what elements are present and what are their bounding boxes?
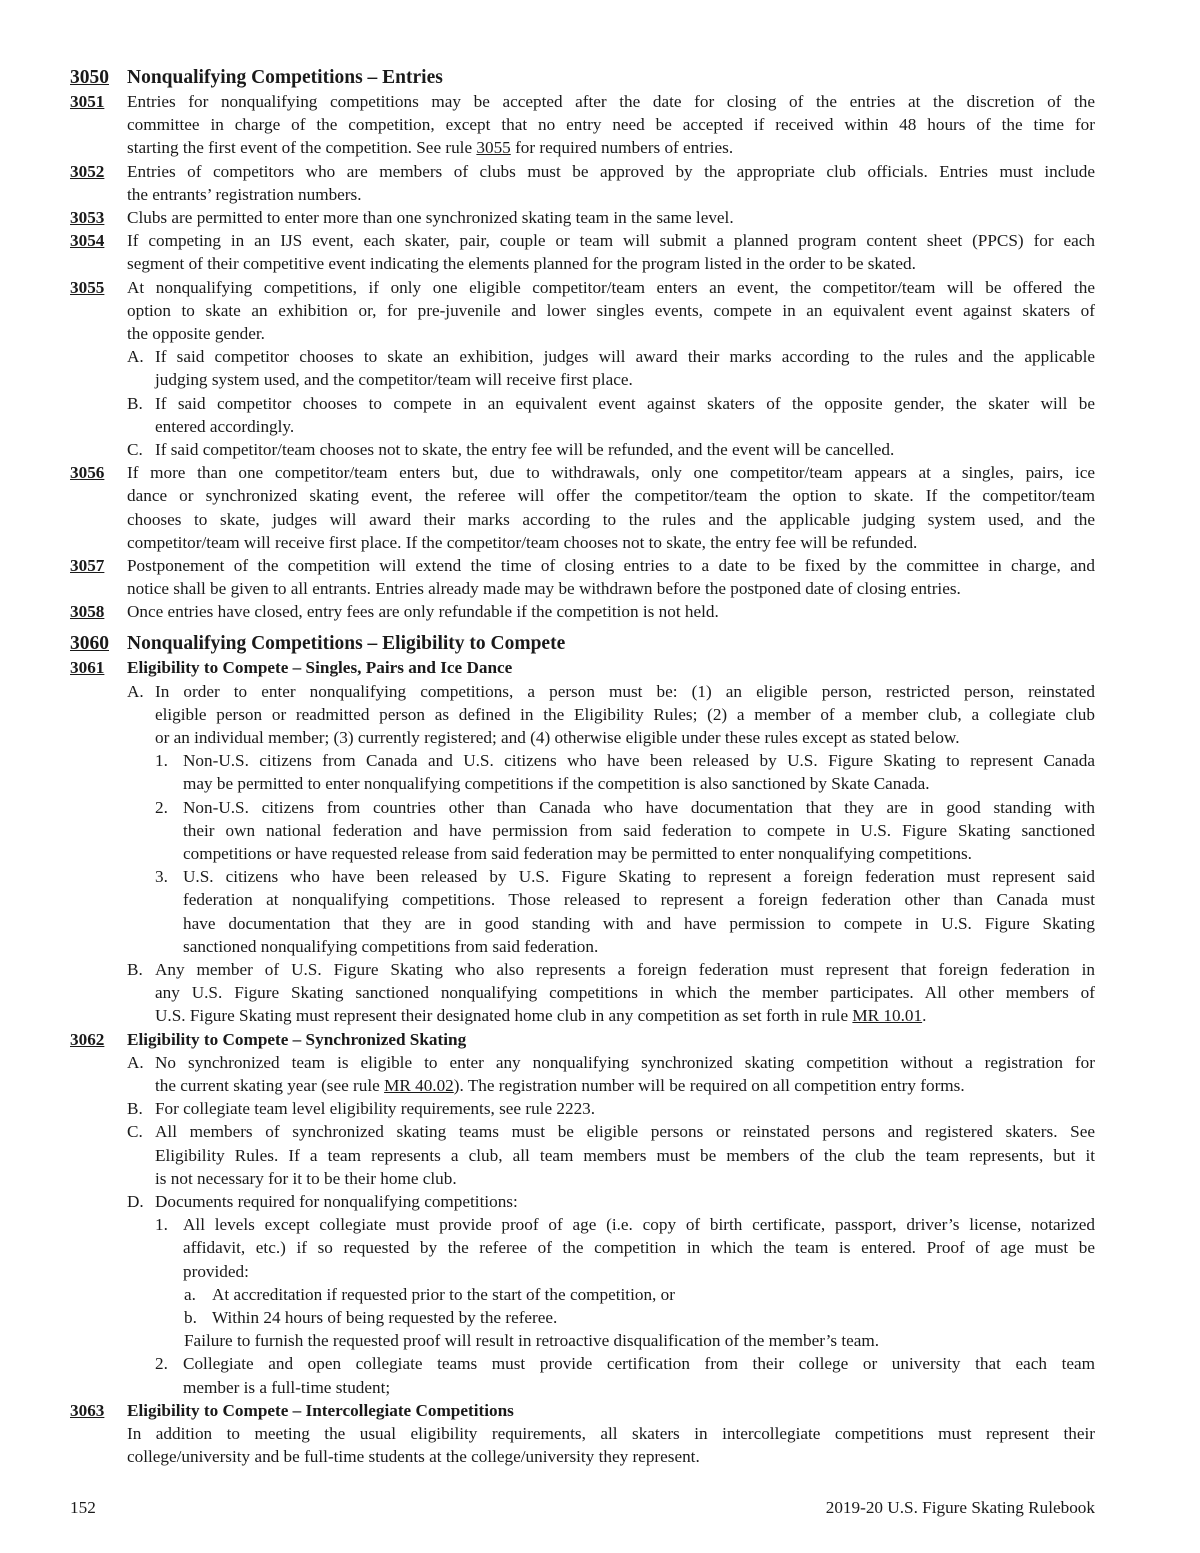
- list-text: Non-U.S. citizens from countries other than Canada who have documentation that they are in good standing with: [183, 797, 1095, 817]
- rule-title: Eligibility to Compete – Singles, Pairs and Ice Dance: [127, 658, 513, 678]
- list-text: federation at nonqualifying competitions. Those released to represent a foreign federation other than Canada must: [183, 890, 1095, 910]
- rule-text: [127, 136, 1095, 159]
- list-marker: A.: [127, 1052, 144, 1072]
- list-text: have documentation that they are in good standing with and have permission to compete in U.S. Figure Skating: [183, 913, 1095, 933]
- list-text: All levels except collegiate must provide proof of age (i.e. copy of birth certificate, passport, driver’s license, notarized: [183, 1215, 1095, 1235]
- list-text: All members of synchronized skating teams must be eligible persons or reinstated persons and registered skaters. See: [155, 1122, 1095, 1142]
- list-item: [70, 392, 1095, 438]
- list-item: [70, 680, 1095, 750]
- rule-3058: [70, 600, 1095, 623]
- list-item: [70, 1352, 1095, 1398]
- rule-text: notice shall be given to all entrants. Entries already made may be withdrawn before the postponed date of closing entries.: [127, 579, 961, 599]
- rule-text: chooses to skate, judges will award their marks according to the rules and the applicable judging system used, and the: [127, 509, 1095, 529]
- list-text: If said competitor chooses to skate an exhibition, judges will award their marks according to the rules and the applicable: [155, 347, 1095, 367]
- section-heading-3050: [70, 66, 1095, 90]
- list-text: or an individual member; (3) currently registered; and (4) otherwise eligible under these rules except as stated below.: [155, 728, 960, 748]
- list-text: their own national federation and have permission from said federation to compete in U.S. Figure Skating sanctioned: [183, 820, 1095, 840]
- rule-number: 3055: [70, 277, 105, 297]
- list-item: [70, 1213, 1095, 1283]
- list-item: [70, 1283, 1095, 1306]
- list-item: [70, 1051, 1095, 1097]
- list-text: [155, 1074, 1095, 1097]
- list-marker: B.: [127, 960, 143, 979]
- rule-number: 3051: [70, 92, 105, 111]
- rule-number: 3063: [70, 1400, 105, 1420]
- list-marker: A.: [127, 681, 144, 701]
- book-title: 2019-20 U.S. Figure Skating Rulebook: [825, 1498, 1095, 1517]
- list-text-part: the current skating year (see rule: [155, 1075, 385, 1095]
- list-marker: 1.: [155, 751, 168, 771]
- page-footer: [70, 1498, 1095, 1518]
- rule-text: If more than one competitor/team enters but, due to withdrawals, only one competitor/team appears at a singles, pairs, ice: [127, 463, 1095, 483]
- list-text: No synchronized team is eligible to enter any nonqualifying synchronized skating competition without a registration for: [155, 1052, 1095, 1072]
- list-marker: A.: [127, 347, 144, 367]
- rule-3056: [70, 461, 1095, 554]
- list-marker: 2.: [155, 797, 168, 817]
- list-text: affidavit, etc.) if so requested by the referee of the competition in which the team is entered. Proof of age must be: [183, 1238, 1095, 1258]
- rule-number: 3053: [70, 207, 105, 227]
- list-marker: 1.: [155, 1215, 168, 1235]
- section-title: Nonqualifying Competitions – Eligibility to Compete: [127, 633, 566, 655]
- list-text: For collegiate team level eligibility requirements, see rule 2223.: [155, 1099, 596, 1119]
- list-text: eligible person or readmitted person as defined in the Eligibility Rules; (2) a member of a member club, a collegiate club: [155, 704, 1095, 724]
- list-text: Any member of U.S. Figure Skating who also represents a foreign federation must represent that foreign federation in: [155, 960, 1095, 979]
- list-marker: C.: [127, 1122, 143, 1142]
- list-text: If said competitor/team chooses not to skate, the entry fee will be refunded, and the event will be cancelled.: [155, 439, 895, 459]
- list-marker: b.: [184, 1307, 197, 1327]
- list-marker: B.: [127, 393, 143, 413]
- rule-number: 3054: [70, 231, 105, 251]
- rule-text: segment of their competitive event indicating the elements planned for the program listed in the order to be skated.: [127, 254, 916, 274]
- list-text: Documents required for nonqualifying competitions:: [155, 1191, 518, 1211]
- rule-number: 3061: [70, 658, 105, 678]
- list-item: [70, 345, 1095, 391]
- list-text: Eligibility Rules. If a team represents a club, all team members must be members of the club the team represents, but it: [155, 1145, 1095, 1165]
- list-text: competitions or have requested release from said federation may be permitted to enter nonqualifying competitions.: [183, 844, 972, 864]
- list-text: is not necessary for it to be their home club.: [155, 1168, 457, 1188]
- list-item: [70, 958, 1095, 1028]
- list-text-part: U.S. Figure Skating must represent their designated home club in any competition as set forth in rule: [155, 1006, 853, 1026]
- rule-text: In addition to meeting the usual eligibility requirements, all skaters in intercollegiate competitions must represent their: [127, 1423, 1095, 1443]
- list-item: [70, 1120, 1095, 1190]
- list-text: [155, 1004, 1095, 1027]
- list-text: judging system used, and the competitor/team will receive first place.: [155, 370, 633, 390]
- list-text: member is a full-time student;: [183, 1377, 391, 1397]
- rule-3063-heading: [70, 1399, 1095, 1422]
- list-text: any U.S. Figure Skating sanctioned nonqualifying competitions in which the member participates. All other members of: [155, 983, 1095, 1003]
- rule-number: 3057: [70, 555, 105, 575]
- list-text: Failure to furnish the requested proof will result in retroactive disqualification of the member’s team.: [184, 1331, 880, 1351]
- rule-3063-body: [70, 1422, 1095, 1468]
- rule-number: 3056: [70, 463, 105, 483]
- page-number: 152: [70, 1498, 96, 1517]
- list-text: sanctioned nonqualifying competitions from said federation.: [183, 936, 599, 956]
- rule-reference-link[interactable]: MR 10.01: [852, 1006, 923, 1026]
- rule-text: the entrants’ registration numbers.: [127, 184, 362, 204]
- list-item: [70, 1097, 1095, 1120]
- list-marker: C.: [127, 439, 143, 459]
- rule-title: Eligibility to Compete – Synchronized Skating: [127, 1029, 467, 1049]
- list-item: [70, 1190, 1095, 1213]
- list-text: At accreditation if requested prior to the start of the competition, or: [212, 1284, 675, 1304]
- rule-number: 3058: [70, 602, 105, 622]
- list-text: entered accordingly.: [155, 416, 295, 436]
- list-marker: a.: [184, 1284, 196, 1304]
- rulebook-page: [70, 66, 1095, 1468]
- list-item: [70, 438, 1095, 461]
- list-item: [70, 1306, 1095, 1329]
- rule-text: competitor/team will receive first place. If the competitor/team chooses not to skate, the entry fee will be refunded.: [127, 532, 918, 552]
- list-text: provided:: [183, 1261, 249, 1281]
- rule-text: dance or synchronized skating event, the referee will offer the competitor/team the option to skate. If the competitor/team: [127, 486, 1095, 506]
- rule-3054: [70, 229, 1095, 275]
- list-text: Non-U.S. citizens from Canada and U.S. citizens who have been released by U.S. Figure Skating to represent Canada: [183, 751, 1095, 771]
- list-item: [70, 865, 1095, 958]
- list-text: In order to enter nonqualifying competitions, a person must be: (1) an eligible person, restricted person, reinstated: [155, 681, 1095, 701]
- rule-text: If competing in an IJS event, each skater, pair, couple or team will submit a planned program content sheet (PPCS) for each: [127, 231, 1095, 251]
- list-item: [70, 749, 1095, 795]
- list-marker: D.: [127, 1191, 144, 1211]
- rule-number: 3052: [70, 161, 105, 181]
- rule-text: committee in charge of the competition, except that no entry need be accepted if received within 48 hours of the time for: [127, 115, 1095, 135]
- rule-text: Entries for nonqualifying competitions may be accepted after the date for closing of the entries at the discretion of the: [127, 92, 1095, 111]
- rule-text: option to skate an exhibition or, for pre-juvenile and lower singles events, compete in an equivalent event against skaters of: [127, 300, 1095, 320]
- rule-3052: [70, 160, 1095, 206]
- rule-text: At nonqualifying competitions, if only one eligible competitor/team enters an event, the competitor/team will be offered the: [127, 277, 1095, 297]
- rule-text: Postponement of the competition will extend the time of closing entries to a date to be fixed by the committee in charge, and: [127, 555, 1095, 575]
- rule-text: college/university and be full-time students at the college/university they represent.: [127, 1447, 700, 1467]
- rule-3062-heading: [70, 1028, 1095, 1051]
- list-text: U.S. citizens who have been released by U.S. Figure Skating to represent a foreign federation must represent said: [183, 867, 1095, 887]
- rule-title: Eligibility to Compete – Intercollegiate Competitions: [127, 1400, 514, 1420]
- list-text-part: ). The registration number will be required on all competition entry forms.: [453, 1075, 965, 1095]
- rule-text: Entries of competitors who are members of clubs must be approved by the appropriate club officials. Entries must include: [127, 161, 1095, 181]
- rule-3053: [70, 206, 1095, 229]
- rule-text: Clubs are permitted to enter more than one synchronized skating team in the same level.: [127, 207, 734, 227]
- rule-text: the opposite gender.: [127, 323, 265, 343]
- section-heading-3060: [70, 632, 1095, 656]
- rule-3055: [70, 276, 1095, 346]
- list-item: [70, 796, 1095, 866]
- rule-reference-link[interactable]: 3055: [476, 138, 511, 158]
- rule-text-part: for required numbers of entries.: [510, 138, 734, 158]
- list-text: may be permitted to enter nonqualifying competitions if the competition is also sanctioned by Skate Canada.: [183, 774, 930, 794]
- rule-reference-link[interactable]: MR 40.02: [384, 1075, 454, 1095]
- list-text: If said competitor chooses to compete in an equivalent event against skaters of the opposite gender, the skater will be: [155, 393, 1095, 413]
- rule-text: Once entries have closed, entry fees are only refundable if the competition is not held.: [127, 602, 719, 622]
- rule-number: 3062: [70, 1029, 105, 1049]
- list-text-part: .: [922, 1006, 927, 1026]
- list-marker: 3.: [155, 867, 168, 887]
- rule-3051: [70, 90, 1095, 160]
- rule-text-part: starting the first event of the competition. See rule: [127, 138, 477, 158]
- rule-3061-heading: [70, 656, 1095, 679]
- rule-number: 3060: [70, 633, 109, 655]
- list-marker: 2.: [155, 1354, 168, 1374]
- list-marker: B.: [127, 1099, 143, 1119]
- list-text: Within 24 hours of being requested by the referee.: [212, 1307, 558, 1327]
- rule-3057: [70, 554, 1095, 600]
- list-text: Collegiate and open collegiate teams must provide certification from their college or university that each team: [183, 1354, 1095, 1374]
- section-title: Nonqualifying Competitions – Entries: [127, 67, 443, 88]
- rule-number: 3050: [70, 67, 109, 88]
